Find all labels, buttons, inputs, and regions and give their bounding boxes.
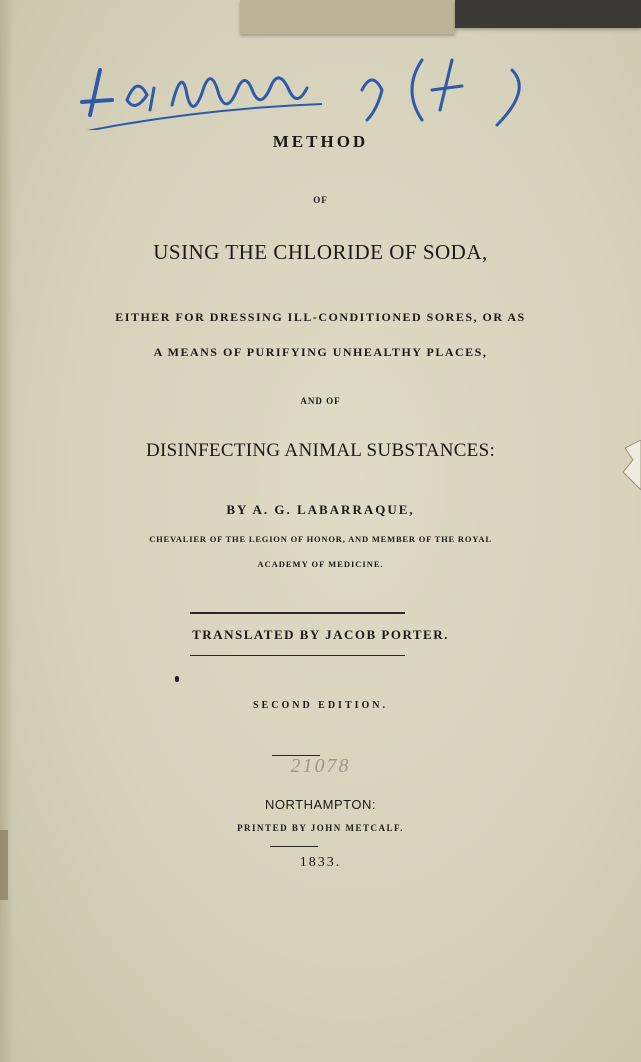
author-credentials-2: ACADEMY OF MEDICINE. (257, 559, 384, 569)
imprint-place: NORTHAMPTON: (265, 797, 376, 812)
rule-divider (190, 612, 405, 614)
page-edge-shadow (0, 0, 14, 1062)
author-line: BY A. G. LABARRAQUE, (226, 502, 415, 517)
title-of: OF (313, 195, 328, 205)
rule-divider (270, 846, 318, 847)
library-stamp: 21078 (290, 755, 351, 777)
edition-line: SECOND EDITION. (252, 700, 389, 711)
title-and-of: AND OF (300, 396, 341, 406)
imprint-year: 1833. (299, 855, 342, 870)
title-line-3: A MEANS OF PURIFYING UNHEALTHY PLACES, (153, 345, 488, 359)
title-word-method: METHOD (272, 132, 369, 151)
translator-line: TRANSLATED BY JACOB PORTER. (192, 627, 449, 642)
title-line-1: USING THE CHLORIDE OF SODA, (153, 240, 488, 264)
page-tear (615, 440, 641, 490)
imprint-printer: PRINTED BY JOHN METCALF. (237, 823, 404, 833)
title-line-2: EITHER FOR DRESSING ILL-CONDITIONED SORES, OR AS (115, 310, 526, 324)
binding-tape-dark (455, 0, 641, 28)
handwritten-inscription (72, 30, 572, 130)
title-line-4: DISINFECTING ANIMAL SUBSTANCES: (145, 440, 496, 461)
binding-tape (240, 0, 455, 34)
author-credentials-1: CHEVALIER OF THE LEGION OF HONOR, AND MEMBER OF THE ROYAL (149, 534, 492, 544)
rule-divider (190, 655, 405, 656)
ink-mark (175, 676, 179, 682)
